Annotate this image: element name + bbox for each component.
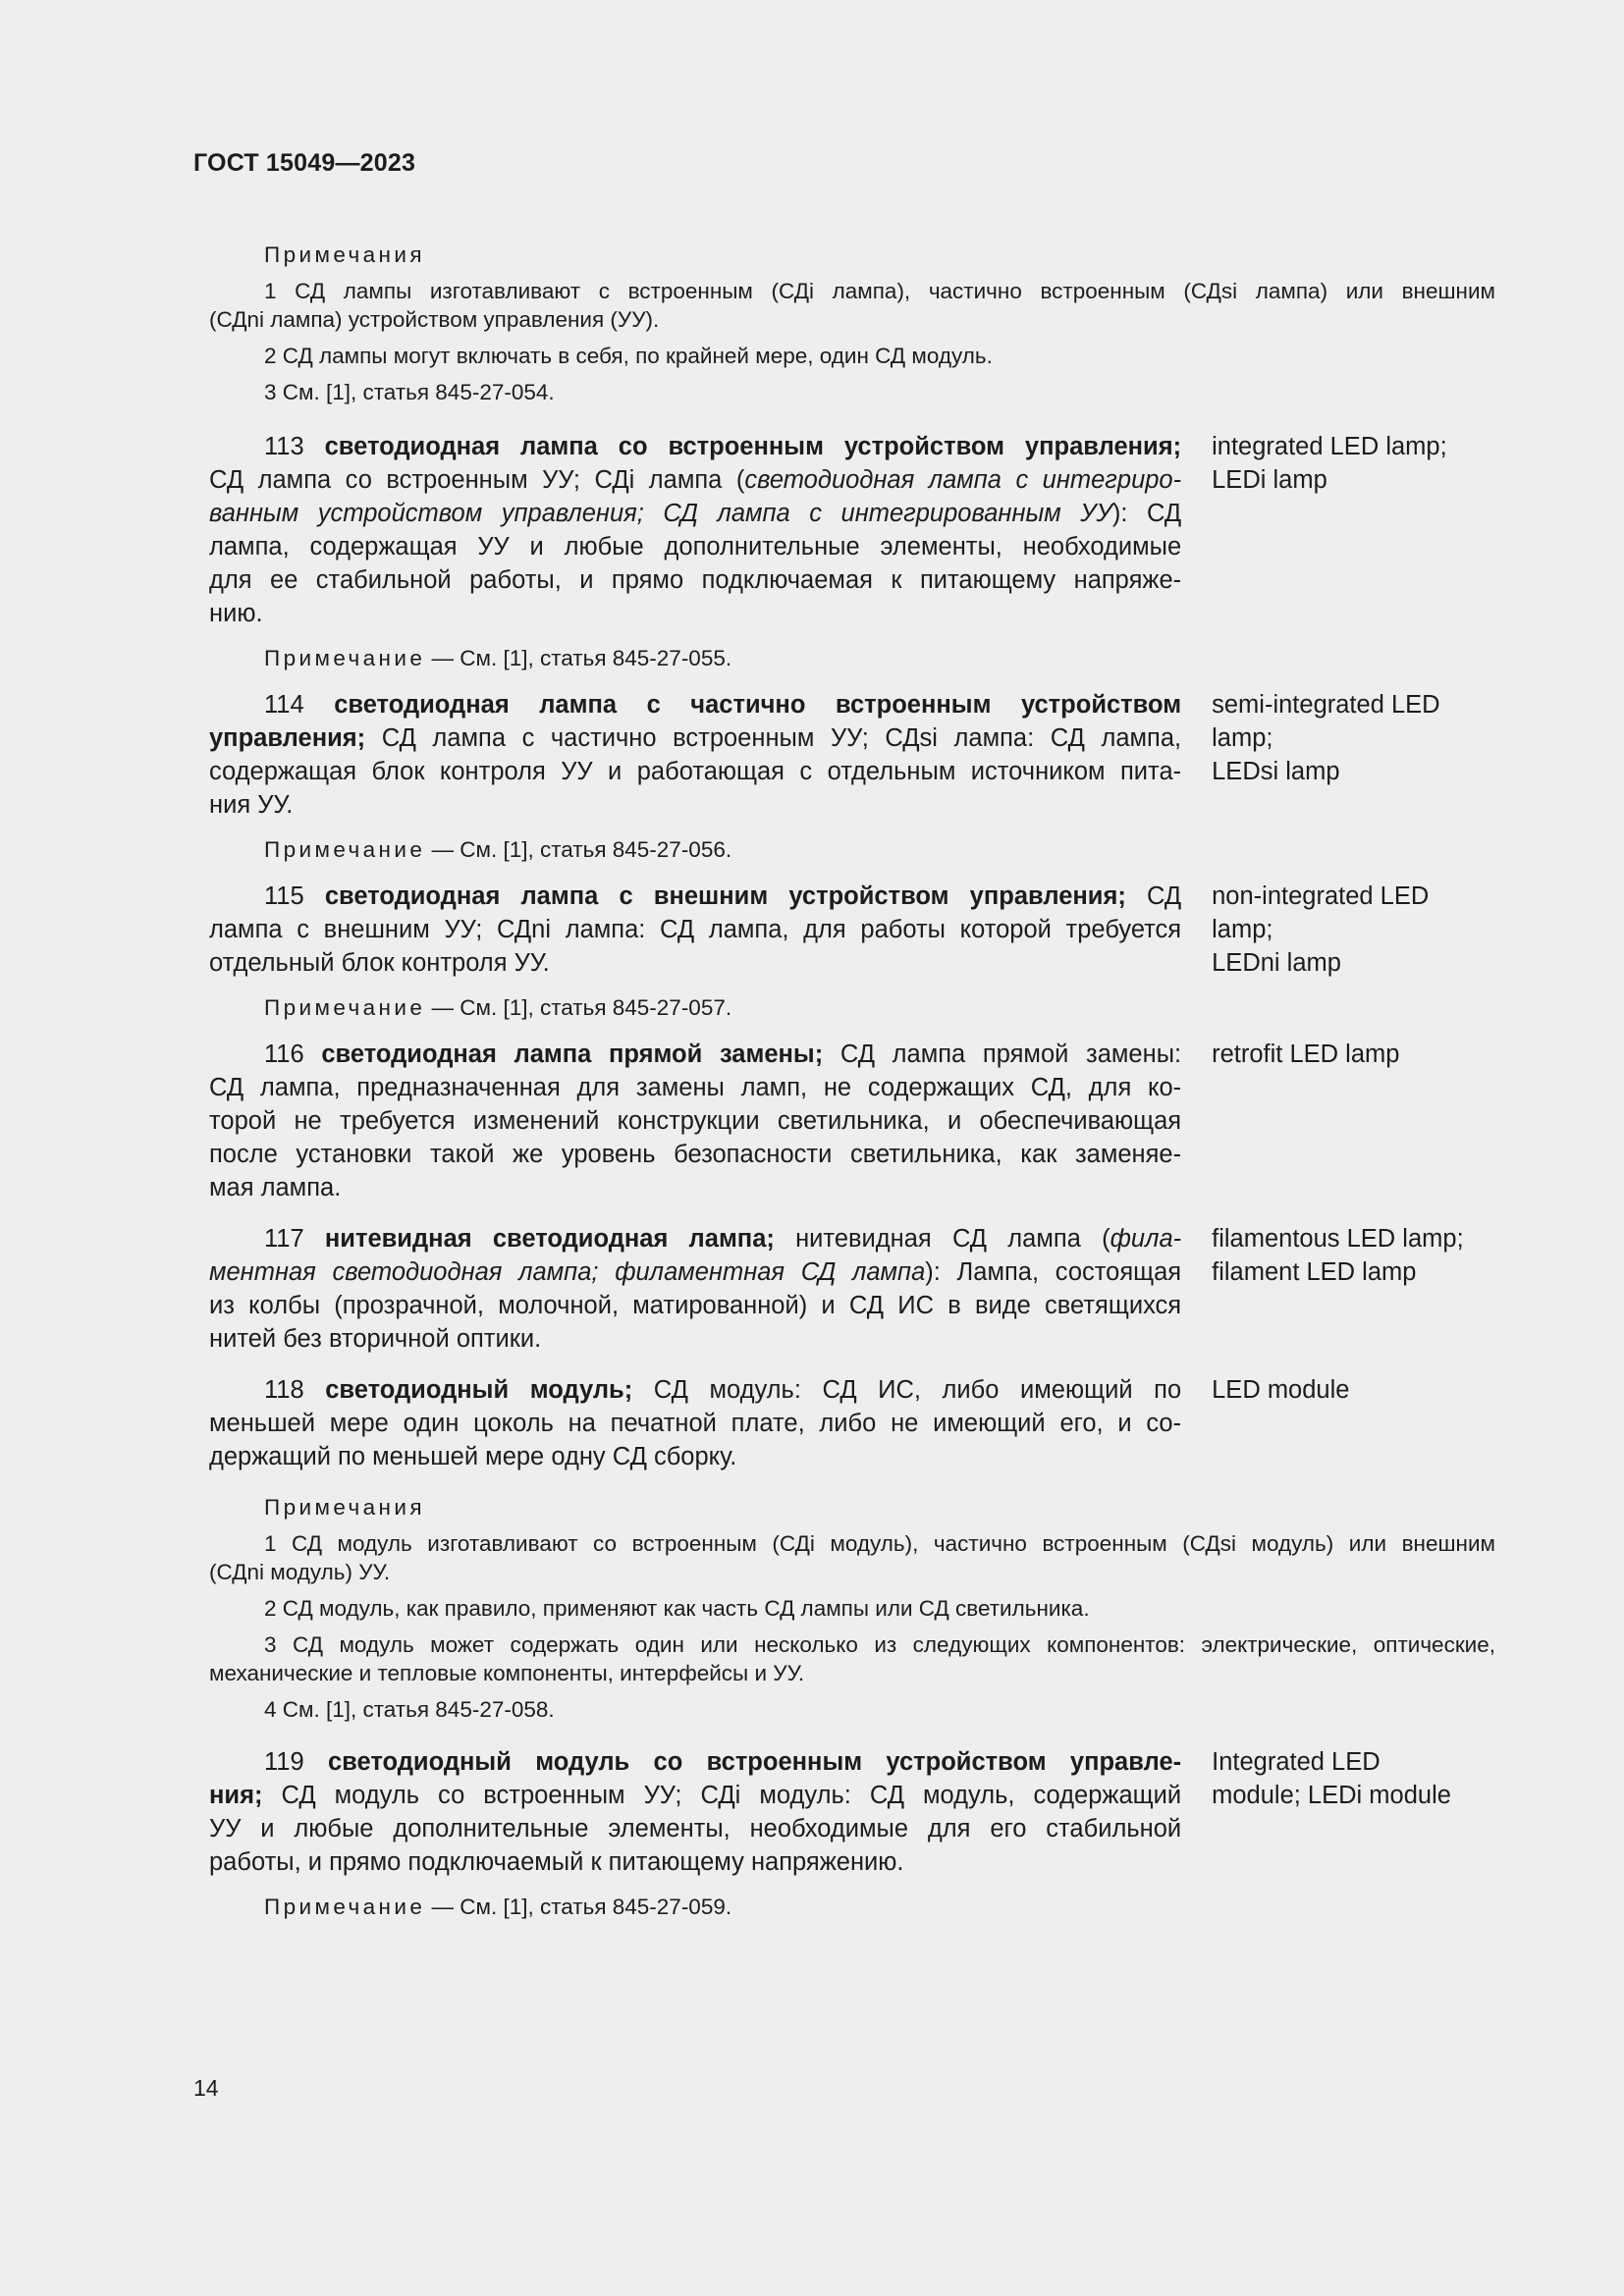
note-line: 3 СД модуль может содержать один или несколько из следующих компонентов: электрические, оптические, [264, 1632, 1495, 1657]
note-item [209, 378, 1495, 406]
note-item [209, 1594, 1495, 1623]
note-line: 2 СД лампы могут включать в себя, по крайней мере, один СД модуль. [264, 344, 993, 368]
term-line: торой не требуется изменений конструкции светильника, и обеспечивающая [209, 1107, 1182, 1135]
term-line [209, 463, 1181, 497]
note-line: (СДni модуль) УУ. [209, 1560, 391, 1584]
term-text: СД лампа со встроенным УУ; СДi лампа ( [209, 466, 745, 494]
term-line: нию. [209, 600, 263, 627]
term-line [209, 1779, 1181, 1812]
note-line: 3 См. [1], статья 845-27-054. [264, 380, 555, 404]
note-item [209, 277, 1495, 334]
term-definition [209, 1222, 1181, 1356]
term-number: 115 [264, 882, 304, 910]
note-text: — См. [1], статья 845-27-055. [425, 646, 732, 670]
term-text: СД лампа с частично встроенным УУ; СДsi лампа: СД лампа, [365, 724, 1182, 752]
term-text-italic: фила- [1110, 1225, 1182, 1253]
term-entry-113 [209, 430, 1495, 630]
term-line: отдельный блок контроля УУ. [209, 949, 550, 977]
term-text-italic: ментная светодиодная лампа; филаментная СД лампа [209, 1258, 926, 1286]
term-text: СД модуль: СД ИС, либо имеющий по [632, 1376, 1182, 1404]
term-line [209, 1222, 1181, 1255]
term-line [209, 688, 1181, 721]
term-number: 114 [264, 691, 304, 719]
note-line: 4 См. [1], статья 845-27-058. [264, 1697, 555, 1722]
term-english-equivalent [1212, 1373, 1495, 1407]
note-label: Примечание [264, 837, 426, 862]
term-line [209, 1745, 1181, 1779]
term-definition [209, 880, 1181, 980]
term-line: после установки такой же уровень безопасности светильника, как заменяе- [209, 1141, 1182, 1168]
term-definition [209, 1745, 1181, 1879]
term-note [209, 993, 1495, 1022]
page-number: 14 [193, 2075, 219, 2101]
term-note [209, 1893, 1495, 1921]
term-english-equivalent [1212, 1222, 1495, 1289]
term-text: нитевидная СД лампа ( [774, 1225, 1110, 1253]
term-text: СД лампа прямой замены: [823, 1041, 1182, 1068]
english-line: LEDi lamp [1212, 466, 1327, 494]
document-header: ГОСТ 15049—2023 [193, 149, 416, 177]
term-name: светодиодная лампа с внешним устройством управления; [324, 882, 1126, 910]
term-definition [209, 430, 1181, 630]
term-name: светодиодный модуль со встроенным устройством управле- [327, 1748, 1182, 1776]
term-line: лампа с внешним УУ; СДni лампа: СД лампа, для работы которой требуется [209, 916, 1182, 943]
note-text: — См. [1], статья 845-27-057. [425, 995, 732, 1020]
term-line: мая лампа. [209, 1174, 342, 1201]
term-text-italic: светодиодная лампа с интегриро- [744, 466, 1182, 494]
term-entry-118 [209, 1373, 1495, 1473]
term-line [209, 497, 1181, 530]
term-entry-115 [209, 880, 1495, 980]
english-line: non-integrated LED [1212, 882, 1430, 910]
term-entry-117 [209, 1222, 1495, 1356]
term-entry-114 [209, 688, 1495, 822]
term-line: лампа, содержащая УУ и любые дополнительные элементы, необходимые [209, 533, 1182, 561]
note-label: Примечание [264, 1895, 426, 1919]
english-line: LEDni lamp [1212, 949, 1341, 977]
term-text: СД [1125, 882, 1182, 910]
term-line [209, 1373, 1181, 1407]
term-number: 113 [264, 433, 304, 460]
note-text: — См. [1], статья 845-27-059. [425, 1895, 732, 1919]
term-line: содержащая блок контроля УУ и работающая с отдельным источником пита- [209, 758, 1182, 785]
term-definition [209, 688, 1181, 822]
term-line [209, 430, 1181, 463]
english-line: integrated LED lamp; [1212, 433, 1447, 460]
term-line: держащий по меньшей мере одну СД сборку. [209, 1443, 737, 1470]
notes-heading: Примечания [264, 242, 425, 267]
english-line: filamentous LED lamp; [1212, 1225, 1464, 1253]
term-number: 118 [264, 1376, 304, 1404]
term-line: из колбы (прозрачной, молочной, матированной) и СД ИС в виде светящихся [209, 1292, 1182, 1319]
term-line [209, 880, 1181, 913]
english-line: Integrated LED [1212, 1748, 1380, 1776]
term-line: СД лампа, предназначенная для замены ламп, не содержащих СД, для ко- [209, 1074, 1182, 1101]
term-line: УУ и любые дополнительные элементы, необходимые для его стабильной [209, 1815, 1182, 1842]
english-line: semi-integrated LED [1212, 691, 1440, 719]
page-content [209, 240, 1495, 1921]
term-line [209, 721, 1181, 755]
term-text: СД модуль со встроенным УУ; СДi модуль: СД модуль, содержащий [262, 1782, 1182, 1809]
note-line: 1 СД лампы изготавливают с встроенным (СДi лампа), частично встроенным (СДsi лампа) или внешним [264, 279, 1495, 303]
note-label: Примечание [264, 646, 426, 670]
term-name: светодиодная лампа прямой замены; [321, 1041, 824, 1068]
term-note [209, 835, 1495, 864]
english-line: retrofit LED lamp [1212, 1041, 1400, 1068]
term-line: работы, и прямо подключаемый к питающему напряжению. [209, 1848, 904, 1876]
term-number: 117 [264, 1225, 304, 1253]
term-note [209, 644, 1495, 672]
term-line [209, 1038, 1181, 1071]
note-line: 1 СД модуль изготавливают со встроенным (СДi модуль), частично встроенным (СДsi модуль) или внешним [264, 1531, 1495, 1556]
term-entry-116 [209, 1038, 1495, 1204]
note-item [209, 1630, 1495, 1687]
note-line: 2 СД модуль, как правило, применяют как часть СД лампы или СД светильника. [264, 1596, 1090, 1621]
term-entry-119 [209, 1745, 1495, 1879]
term-line: нитей без вторичной оптики. [209, 1325, 542, 1353]
term-name: управления; [209, 724, 366, 752]
note-label: Примечание [264, 995, 426, 1020]
term-line [209, 1255, 1181, 1289]
english-line: module; LEDi module [1212, 1782, 1451, 1809]
term-definition [209, 1038, 1181, 1204]
term-number: 116 [264, 1041, 304, 1068]
term-english-equivalent [1212, 880, 1495, 980]
notes-block [209, 240, 1495, 406]
note-item [209, 342, 1495, 370]
term-name: ния; [209, 1782, 263, 1809]
note-text: — См. [1], статья 845-27-056. [425, 837, 732, 862]
note-line: механические и тепловые компоненты, интерфейсы и УУ. [209, 1661, 805, 1685]
term-english-equivalent [1212, 1038, 1495, 1071]
term-line: ния УУ. [209, 791, 294, 819]
term-line: меньшей мере один цоколь на печатной плате, либо не имеющий его, и со- [209, 1410, 1182, 1437]
term-english-equivalent [1212, 430, 1495, 497]
term-line: для ее стабильной работы, и прямо подключаемая к питающему напряже- [209, 566, 1182, 594]
notes-heading: Примечания [264, 1495, 425, 1520]
note-item [209, 1529, 1495, 1586]
term-english-equivalent [1212, 1745, 1495, 1812]
english-line: LED module [1212, 1376, 1350, 1404]
notes-block [209, 1493, 1495, 1724]
term-number: 119 [264, 1748, 304, 1776]
english-line: lamp; [1212, 916, 1273, 943]
note-item [209, 1695, 1495, 1724]
term-text: ): СД [1111, 500, 1182, 527]
term-name: нитевидная светодиодная лампа; [324, 1225, 775, 1253]
english-line: lamp; [1212, 724, 1273, 752]
english-line: LEDsi lamp [1212, 758, 1340, 785]
term-name: светодиодная лампа с частично встроенным устройством [334, 691, 1182, 719]
term-text: ): Лампа, состоящая [925, 1258, 1182, 1286]
term-text-italic: ванным устройством управления; СД лампа с интегрированным УУ [209, 500, 1112, 527]
english-line: filament LED lamp [1212, 1258, 1417, 1286]
term-english-equivalent [1212, 688, 1495, 788]
term-name: светодиодный модуль; [325, 1376, 633, 1404]
note-line: (СДni лампа) устройством управления (УУ). [209, 307, 660, 332]
term-name: светодиодная лампа со встроенным устройством управления; [324, 433, 1182, 460]
term-definition [209, 1373, 1181, 1473]
